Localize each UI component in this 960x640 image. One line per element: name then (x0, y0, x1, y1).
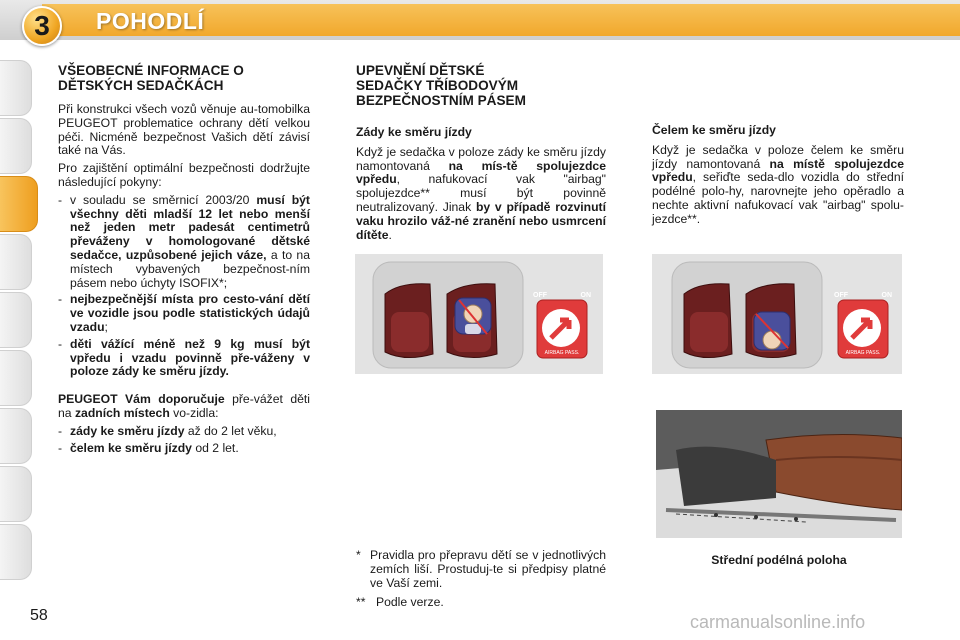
forward-facing-seat-drawing (652, 254, 902, 374)
chapter-tab-8[interactable] (0, 466, 32, 522)
watermark: carmanualsonline.info (690, 612, 866, 632)
footnotes (356, 549, 606, 616)
list-item: - děti vážící méně než 9 kg musí být vpředu i vzadu povinně pře-váženy v poloze zády ke směru jízdy. (58, 336, 310, 379)
list-item: - zády ke směru jízdy až do 2 let věku, (58, 423, 277, 438)
rear-facing-subheading: Zády ke směru jízdy (356, 125, 472, 139)
forward-facing-paragraph: Když je sedačka v poloze čelem ke směru jízdy namontovaná na místě spolujezdce vpředu, seřiďte seda-dlo vozidla do střední podélné polo-hy, narovnejte jeho opěradlo a nechte aktivní nafukovací vak "airbag" spolu-jezdce**. (652, 142, 904, 226)
seat-position-illustration (656, 410, 902, 538)
forward-facing-subheading: Čelem ke směru jízdy (652, 123, 776, 137)
footnote-1: * Pravidla pro přepravu dětí se v jednotlivých zemích liší. Prostuduj-te si předpisy platné ve Vaší zemi. (356, 548, 606, 590)
list-item: - nejbezpečnější místa pro cesto-vání dětí ve vozidle jsou podle statistických údajů vzadu; (58, 292, 310, 334)
forward-facing-seat-illustration (652, 254, 902, 374)
chapter-tab-9[interactable] (0, 524, 32, 580)
instructions-paragraph: Pro zajištění optimální bezpečnosti dodržujte následující pokyny: (58, 161, 310, 189)
intro-paragraph: Při konstrukci všech vozů věnuje au-tomobilka PEUGEOT problematice ochrany dětí velkou péči. Nicméně bezpečnost Vašich dětí závisí také na Vás. (58, 102, 310, 158)
three-point-belt-column (356, 63, 606, 246)
recommendation-paragraph: PEUGEOT Vám doporučuje pře-vážet děti na zadních místech vo-zidla: (58, 392, 310, 420)
airbag-plate-label: AIRBAG PASS. (544, 350, 580, 356)
chapter-number: 3 (34, 10, 50, 41)
chapter-tab-4[interactable] (0, 234, 32, 290)
chapter-tab-5[interactable] (0, 292, 32, 348)
chapter-number-badge (22, 6, 62, 46)
rear-facing-seat-drawing (355, 254, 603, 374)
rear-facing-seat-illustration (355, 254, 603, 374)
chapter-tab-3-active[interactable] (0, 176, 38, 232)
chapter-tab-1[interactable] (0, 60, 32, 116)
general-info-heading: VŠEOBECNÉ INFORMACE O DĚTSKÝCH SEDAČKÁCH (58, 63, 244, 93)
page-number: 58 (30, 607, 48, 624)
general-info-column (58, 63, 310, 458)
chapter-tab-7[interactable] (0, 408, 32, 464)
chapter-tab-6[interactable] (0, 350, 32, 406)
rear-facing-paragraph: Když je sedačka v poloze zády ke směru jízdy namontovaná na mís-tě spolujezdce vpředu, nafukovací vak "airbag" spolujezdce** musí být povinně neutralizovaný. Jinak by v případě rozvinutí vaku hrozilo váž-né zranění nebo usmrcení dítěte. (356, 144, 606, 242)
chapter-title: POHODLÍ (96, 8, 205, 34)
airbag-switch-labels: OFF ON (834, 292, 892, 299)
list-item: - čelem ke směru jízdy od 2 let. (58, 440, 239, 455)
seat-rail-drawing (656, 410, 902, 538)
chapter-tab-2[interactable] (0, 118, 32, 174)
chapter-banner (0, 0, 960, 44)
chapter-tabs (0, 60, 40, 582)
forward-facing-column (652, 124, 904, 231)
airbag-switch-labels: OFF ON (533, 292, 591, 299)
seat-position-caption: Střední podélná poloha (711, 553, 847, 567)
footnote-2: ** Podle verze. (356, 595, 444, 610)
airbag-plate-label: AIRBAG PASS. (845, 350, 881, 356)
list-item: - v souladu se směrnicí 2003/20 musí být všechny děti mladší 12 let nebo menší než jeden metr padesát centimetrů převáženy v homologované dětské sedačce, uzpůsobené jejich váze, a to na místech vybavených bezpečnost-ním pásem nebo úchyty ISOFIX*; (58, 192, 310, 290)
three-point-belt-heading: UPEVNĚNÍ DĚTSKÉ SEDAČKY TŘÍBODOVÝM BEZPEČNOSTNÍM PÁSEM (356, 63, 526, 108)
